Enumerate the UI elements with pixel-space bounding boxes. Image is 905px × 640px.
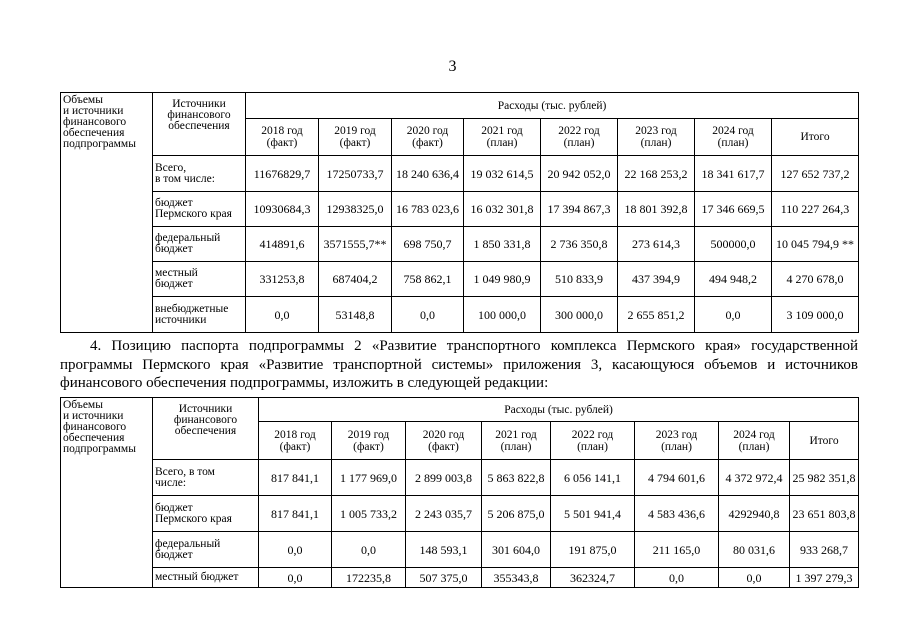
value-cell: 331253,8 bbox=[246, 262, 319, 297]
column-header: 2022 год (план) bbox=[551, 422, 635, 460]
table-row bbox=[61, 227, 859, 262]
value-cell: 5 206 875,0 bbox=[482, 496, 551, 532]
paragraph-text: 4. Позицию паспорта подпрограммы 2 «Развитие транспортного комплекса Пермского края» государственной программы Пермского края «Развитие транспортной системы» приложения 3, касающуюся объемов и источников финансового обеспечения подпрограммы, изложить в следующей редакции: bbox=[60, 338, 858, 391]
value-cell: 301 604,0 bbox=[482, 532, 551, 568]
section-label: Объемы и источники финансового обеспечения подпрограммы bbox=[61, 93, 153, 333]
expenses-header: Расходы (тыс. рублей) bbox=[246, 93, 859, 119]
value-cell: 507 375,0 bbox=[406, 568, 482, 588]
column-header: 2022 год (план) bbox=[541, 119, 618, 156]
value-cell: 6 056 141,1 bbox=[551, 460, 635, 496]
value-cell: 172235,8 bbox=[332, 568, 406, 588]
financing-table-new bbox=[60, 397, 859, 588]
source-cell: Всего, в том числе: bbox=[153, 156, 246, 192]
value-cell: 500000,0 bbox=[695, 227, 772, 262]
value-cell: 758 862,1 bbox=[392, 262, 464, 297]
value-cell: 80 031,6 bbox=[719, 532, 790, 568]
amendment-paragraph bbox=[60, 337, 858, 393]
value-cell: 0,0 bbox=[246, 297, 319, 333]
value-cell: 100 000,0 bbox=[464, 297, 541, 333]
value-cell: 494 948,2 bbox=[695, 262, 772, 297]
source-cell: бюджет Пермского края bbox=[153, 496, 259, 532]
value-cell: 0,0 bbox=[332, 532, 406, 568]
value-cell: 1 850 331,8 bbox=[464, 227, 541, 262]
value-cell: 10930684,3 bbox=[246, 192, 319, 227]
value-cell: 23 651 803,8 bbox=[790, 496, 859, 532]
table-row bbox=[61, 532, 859, 568]
value-cell: 2 243 035,7 bbox=[406, 496, 482, 532]
column-header: 2021 год (план) bbox=[464, 119, 541, 156]
value-cell: 53148,8 bbox=[319, 297, 392, 333]
table-row bbox=[61, 156, 859, 192]
value-cell: 817 841,1 bbox=[259, 496, 332, 532]
column-header: 2018 год (факт) bbox=[259, 422, 332, 460]
section-label: Объемы и источники финансового обеспечения подпрограммы bbox=[61, 398, 153, 588]
column-header: 2021 год (план) bbox=[482, 422, 551, 460]
source-cell: внебюджетные источники bbox=[153, 297, 246, 333]
value-cell: 12938325,0 bbox=[319, 192, 392, 227]
value-cell: 211 165,0 bbox=[635, 532, 719, 568]
value-cell: 2 736 350,8 bbox=[541, 227, 618, 262]
value-cell: 10 045 794,9 ** bbox=[772, 227, 859, 262]
value-cell: 191 875,0 bbox=[551, 532, 635, 568]
table-row bbox=[61, 297, 859, 333]
table-row bbox=[61, 568, 859, 588]
column-header: Итого bbox=[790, 422, 859, 460]
value-cell: 414891,6 bbox=[246, 227, 319, 262]
value-cell: 300 000,0 bbox=[541, 297, 618, 333]
sources-header: Источники финансового обеспечения bbox=[153, 398, 259, 460]
financing-table-current bbox=[60, 92, 859, 333]
value-cell: 148 593,1 bbox=[406, 532, 482, 568]
value-cell: 1 005 733,2 bbox=[332, 496, 406, 532]
value-cell: 0,0 bbox=[695, 297, 772, 333]
table-row bbox=[61, 262, 859, 297]
column-header: 2019 год (факт) bbox=[332, 422, 406, 460]
source-cell: местный бюджет bbox=[153, 568, 259, 588]
value-cell: 18 801 392,8 bbox=[618, 192, 695, 227]
source-cell: федеральный бюджет bbox=[153, 532, 259, 568]
column-header: 2024 год (план) bbox=[719, 422, 790, 460]
source-cell: бюджет Пермского края bbox=[153, 192, 246, 227]
value-cell: 0,0 bbox=[259, 532, 332, 568]
value-cell: 17 394 867,3 bbox=[541, 192, 618, 227]
column-header: 2019 год (факт) bbox=[319, 119, 392, 156]
value-cell: 355343,8 bbox=[482, 568, 551, 588]
value-cell: 22 168 253,2 bbox=[618, 156, 695, 192]
value-cell: 18 240 636,4 bbox=[392, 156, 464, 192]
value-cell: 17 346 669,5 bbox=[695, 192, 772, 227]
value-cell: 4 372 972,4 bbox=[719, 460, 790, 496]
sources-header: Источники финансового обеспечения bbox=[153, 93, 246, 156]
source-cell: местный бюджет bbox=[153, 262, 246, 297]
value-cell: 2 899 003,8 bbox=[406, 460, 482, 496]
expenses-header: Расходы (тыс. рублей) bbox=[259, 398, 859, 422]
page-number: 3 bbox=[448, 58, 457, 75]
value-cell: 933 268,7 bbox=[790, 532, 859, 568]
source-cell: федеральный бюджет bbox=[153, 227, 246, 262]
value-cell: 1 397 279,3 bbox=[790, 568, 859, 588]
value-cell: 4 583 436,6 bbox=[635, 496, 719, 532]
column-header: 2023 год (план) bbox=[635, 422, 719, 460]
column-header: 2020 год (факт) bbox=[392, 119, 464, 156]
value-cell: 362324,7 bbox=[551, 568, 635, 588]
value-cell: 0,0 bbox=[635, 568, 719, 588]
table-row bbox=[61, 192, 859, 227]
value-cell: 25 982 351,8 bbox=[790, 460, 859, 496]
value-cell: 3 109 000,0 bbox=[772, 297, 859, 333]
column-header: 2018 год (факт) bbox=[246, 119, 319, 156]
value-cell: 17250733,7 bbox=[319, 156, 392, 192]
value-cell: 4 794 601,6 bbox=[635, 460, 719, 496]
value-cell: 510 833,9 bbox=[541, 262, 618, 297]
value-cell: 5 501 941,4 bbox=[551, 496, 635, 532]
table-row bbox=[61, 460, 859, 496]
value-cell: 16 032 301,8 bbox=[464, 192, 541, 227]
value-cell: 18 341 617,7 bbox=[695, 156, 772, 192]
column-header: 2023 год (план) bbox=[618, 119, 695, 156]
value-cell: 3571555,7** bbox=[319, 227, 392, 262]
value-cell: 1 049 980,9 bbox=[464, 262, 541, 297]
column-header: Итого bbox=[772, 119, 859, 156]
value-cell: 5 863 822,8 bbox=[482, 460, 551, 496]
value-cell: 110 227 264,3 bbox=[772, 192, 859, 227]
value-cell: 273 614,3 bbox=[618, 227, 695, 262]
value-cell: 817 841,1 bbox=[259, 460, 332, 496]
value-cell: 19 032 614,5 bbox=[464, 156, 541, 192]
source-cell: Всего, в том числе: bbox=[153, 460, 259, 496]
value-cell: 0,0 bbox=[719, 568, 790, 588]
value-cell: 2 655 851,2 bbox=[618, 297, 695, 333]
value-cell: 4292940,8 bbox=[719, 496, 790, 532]
value-cell: 437 394,9 bbox=[618, 262, 695, 297]
column-header: 2024 год (план) bbox=[695, 119, 772, 156]
column-header: 2020 год (факт) bbox=[406, 422, 482, 460]
value-cell: 687404,2 bbox=[319, 262, 392, 297]
table-row bbox=[61, 496, 859, 532]
value-cell: 20 942 052,0 bbox=[541, 156, 618, 192]
value-cell: 698 750,7 bbox=[392, 227, 464, 262]
value-cell: 127 652 737,2 bbox=[772, 156, 859, 192]
value-cell: 4 270 678,0 bbox=[772, 262, 859, 297]
value-cell: 1 177 969,0 bbox=[332, 460, 406, 496]
value-cell: 11676829,7 bbox=[246, 156, 319, 192]
value-cell: 0,0 bbox=[392, 297, 464, 333]
value-cell: 0,0 bbox=[259, 568, 332, 588]
value-cell: 16 783 023,6 bbox=[392, 192, 464, 227]
